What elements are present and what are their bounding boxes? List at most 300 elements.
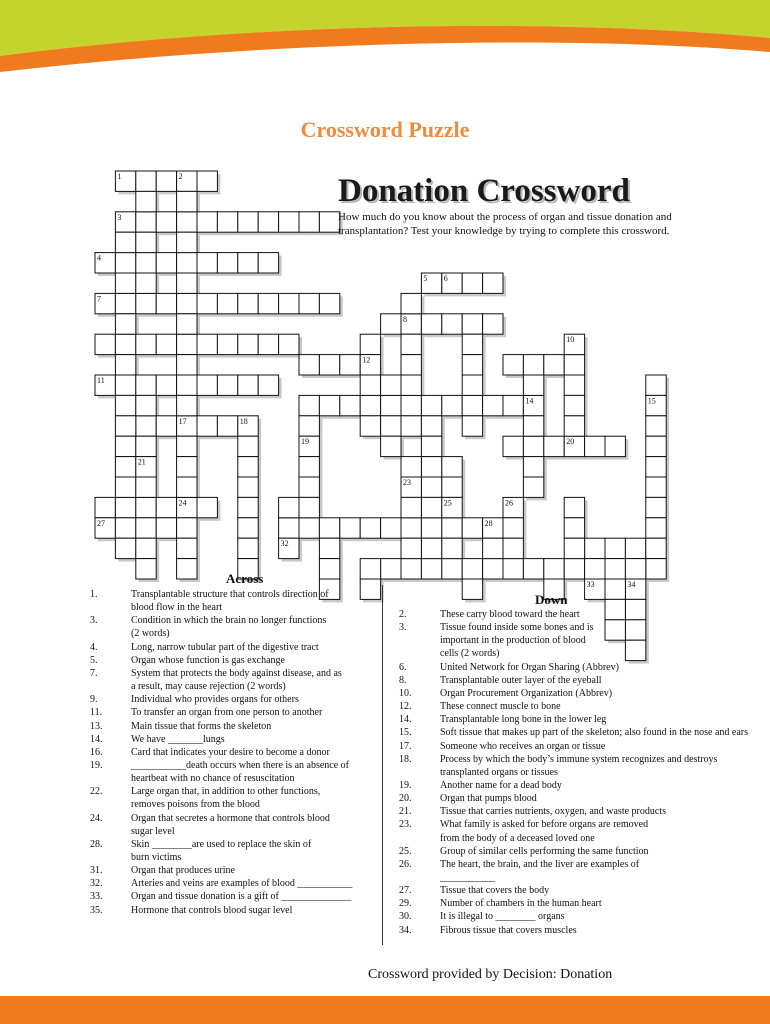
grid-cell[interactable] bbox=[564, 538, 584, 558]
grid-cell[interactable] bbox=[646, 436, 666, 456]
grid-cell[interactable] bbox=[177, 253, 197, 273]
clue-number: 12. bbox=[399, 701, 412, 713]
grid-number: 2 bbox=[178, 172, 183, 181]
across-heading: Across bbox=[226, 571, 264, 586]
grid-cell[interactable] bbox=[319, 538, 339, 558]
grid-cell[interactable] bbox=[115, 477, 135, 497]
grid-cell[interactable] bbox=[381, 314, 401, 334]
grid-cell[interactable] bbox=[177, 559, 197, 579]
grid-cell[interactable] bbox=[605, 559, 625, 579]
grid-cell[interactable] bbox=[605, 436, 625, 456]
grid-cell[interactable] bbox=[544, 355, 564, 375]
grid-cell[interactable] bbox=[238, 538, 258, 558]
grid-cell[interactable] bbox=[646, 518, 666, 538]
grid-cell[interactable] bbox=[177, 334, 197, 354]
grid-cell[interactable] bbox=[177, 273, 197, 293]
intro-line-1: How much do you know about the process of organ and tissue donation and bbox=[338, 211, 672, 223]
grid-cell[interactable] bbox=[585, 436, 605, 456]
grid-cell[interactable] bbox=[421, 314, 441, 334]
grid-cell[interactable] bbox=[177, 355, 197, 375]
grid-cell[interactable] bbox=[340, 355, 360, 375]
grid-cell[interactable] bbox=[115, 273, 135, 293]
clue-text: Condition in which the brain no longer functions bbox=[131, 615, 327, 627]
grid-cell[interactable] bbox=[564, 355, 584, 375]
grid-cell[interactable] bbox=[156, 416, 176, 436]
grid-cell[interactable] bbox=[421, 518, 441, 538]
grid-cell[interactable] bbox=[401, 518, 421, 538]
grid-cell[interactable] bbox=[483, 559, 503, 579]
grid-cell[interactable] bbox=[483, 273, 503, 293]
grid-cell[interactable] bbox=[136, 375, 156, 395]
clue-number: 10. bbox=[399, 687, 412, 699]
grid-cell[interactable] bbox=[381, 518, 401, 538]
grid-cell[interactable] bbox=[605, 579, 625, 599]
clue-number: 17. bbox=[399, 740, 412, 752]
grid-cell[interactable] bbox=[156, 253, 176, 273]
grid-cell[interactable] bbox=[564, 416, 584, 436]
grid-cell[interactable] bbox=[197, 375, 217, 395]
clue-text: Individual who provides organs for others bbox=[131, 694, 299, 706]
grid-cell[interactable] bbox=[136, 395, 156, 415]
grid-cell[interactable] bbox=[197, 416, 217, 436]
clue-text: Tissue that carries nutrients, oxygen, and waste products bbox=[440, 806, 666, 818]
grid-cell[interactable] bbox=[177, 293, 197, 313]
grid-cell[interactable] bbox=[442, 457, 462, 477]
grid-number: 25 bbox=[443, 498, 452, 508]
clue-text: Hormone that controls blood sugar level bbox=[131, 904, 293, 916]
grid-cell[interactable] bbox=[319, 518, 339, 538]
grid-cell[interactable] bbox=[401, 559, 421, 579]
grid-cell[interactable] bbox=[177, 212, 197, 232]
grid-cell[interactable] bbox=[401, 293, 421, 313]
grid-cell[interactable] bbox=[299, 212, 319, 232]
grid-cell[interactable] bbox=[544, 559, 564, 579]
grid-cell[interactable] bbox=[381, 375, 401, 395]
grid-cell[interactable] bbox=[646, 416, 666, 436]
grid-cell[interactable] bbox=[523, 457, 543, 477]
grid-cell[interactable] bbox=[564, 395, 584, 415]
grid-cell[interactable] bbox=[503, 436, 523, 456]
clue-number: 4. bbox=[90, 641, 98, 653]
grid-cell[interactable] bbox=[523, 477, 543, 497]
grid-cell[interactable] bbox=[360, 395, 380, 415]
grid-number: 26 bbox=[505, 498, 513, 508]
clue-text: Card that indicates your desire to become a donor bbox=[131, 746, 330, 758]
grid-cell[interactable] bbox=[136, 273, 156, 293]
grid-cell[interactable] bbox=[279, 334, 299, 354]
grid-cell[interactable] bbox=[646, 457, 666, 477]
clue-text: from the body of a deceased loved one bbox=[440, 832, 595, 844]
clue-number: 5. bbox=[90, 654, 98, 666]
grid-cell[interactable] bbox=[177, 314, 197, 334]
grid-cell[interactable] bbox=[401, 395, 421, 415]
grid-cell[interactable] bbox=[136, 497, 156, 517]
clue-number: 11. bbox=[90, 707, 103, 719]
grid-cell[interactable] bbox=[625, 640, 645, 660]
grid-cell[interactable] bbox=[217, 375, 237, 395]
grid-number: 12 bbox=[362, 355, 371, 365]
clue-text: Organ and tissue donation is a gift of ______________ bbox=[131, 891, 352, 903]
grid-cell[interactable] bbox=[503, 559, 523, 579]
grid-cell[interactable] bbox=[523, 375, 543, 395]
grid-cell[interactable] bbox=[258, 375, 278, 395]
grid-cell[interactable] bbox=[462, 579, 482, 599]
grid-cell[interactable] bbox=[197, 293, 217, 313]
grid-cell[interactable] bbox=[279, 293, 299, 313]
grid-cell[interactable] bbox=[115, 314, 135, 334]
grid-cell[interactable] bbox=[625, 559, 645, 579]
clue-number: 31. bbox=[90, 865, 103, 877]
grid-cell[interactable] bbox=[401, 416, 421, 436]
grid-cell[interactable] bbox=[503, 538, 523, 558]
grid-cell[interactable] bbox=[115, 334, 135, 354]
grid-number: 1 bbox=[117, 172, 122, 181]
grid-cell[interactable] bbox=[177, 538, 197, 558]
grid-cell[interactable] bbox=[136, 436, 156, 456]
grid-number: 6 bbox=[443, 274, 448, 283]
clue-text: Someone who receives an organ or tissue bbox=[440, 740, 606, 752]
grid-cell[interactable] bbox=[442, 314, 462, 334]
grid-cell[interactable] bbox=[197, 253, 217, 273]
grid-cell[interactable] bbox=[360, 559, 380, 579]
clue-number: 23. bbox=[399, 819, 412, 831]
grid-cell[interactable] bbox=[544, 436, 564, 456]
grid-cell[interactable] bbox=[238, 293, 258, 313]
grid-cell[interactable] bbox=[238, 518, 258, 538]
clue-text: ___________ bbox=[440, 872, 495, 883]
grid-number: 15 bbox=[647, 396, 656, 406]
grid-cell[interactable] bbox=[299, 457, 319, 477]
grid-number: 4 bbox=[97, 253, 101, 263]
grid-cell[interactable] bbox=[217, 334, 237, 354]
grid-cell[interactable] bbox=[95, 334, 115, 354]
clue-number: 6. bbox=[399, 661, 407, 673]
grid-cell[interactable] bbox=[156, 518, 176, 538]
grid-cell[interactable] bbox=[299, 355, 319, 375]
grid-cell[interactable] bbox=[136, 191, 156, 211]
grid-cell[interactable] bbox=[299, 416, 319, 436]
clue-text: These connect muscle to bone bbox=[440, 701, 561, 713]
grid-cell[interactable] bbox=[115, 518, 135, 538]
grid-cell[interactable] bbox=[421, 477, 441, 497]
grid-cell[interactable] bbox=[238, 375, 258, 395]
clue-number: 7. bbox=[90, 667, 98, 679]
grid-cell[interactable] bbox=[136, 232, 156, 252]
grid-cell[interactable] bbox=[136, 334, 156, 354]
grid-number: 8 bbox=[403, 314, 407, 324]
footer-credit: Crossword provided by Decision: Donation bbox=[368, 967, 613, 982]
clue-text: Long, narrow tubular part of the digestive tract bbox=[131, 641, 319, 653]
clue-text: removes poisons from the blood bbox=[131, 799, 260, 811]
grid-cell[interactable] bbox=[421, 497, 441, 517]
clue-number: 14. bbox=[399, 714, 412, 726]
grid-cell[interactable] bbox=[258, 293, 278, 313]
grid-cell[interactable] bbox=[625, 538, 645, 558]
grid-cell[interactable] bbox=[442, 538, 462, 558]
grid-cell[interactable] bbox=[564, 497, 584, 517]
grid-cell[interactable] bbox=[238, 457, 258, 477]
grid-cell[interactable] bbox=[462, 375, 482, 395]
grid-cell[interactable] bbox=[483, 314, 503, 334]
grid-cell[interactable] bbox=[503, 395, 523, 415]
grid-cell[interactable] bbox=[625, 599, 645, 619]
clue-text: sugar level bbox=[131, 825, 175, 837]
clue-text: heartbeat with no chance of resuscitation bbox=[131, 773, 295, 785]
grid-cell[interactable] bbox=[503, 518, 523, 538]
puzzle-intro bbox=[338, 210, 718, 238]
grid-cell[interactable] bbox=[340, 395, 360, 415]
grid-cell[interactable] bbox=[462, 355, 482, 375]
grid-cell[interactable] bbox=[585, 538, 605, 558]
grid-cell[interactable] bbox=[136, 416, 156, 436]
grid-number: 21 bbox=[137, 457, 146, 467]
grid-cell[interactable] bbox=[238, 253, 258, 273]
grid-cell[interactable] bbox=[564, 375, 584, 395]
grid-cell[interactable] bbox=[136, 212, 156, 232]
clue-number: 2. bbox=[399, 609, 407, 620]
grid-cell[interactable] bbox=[115, 375, 135, 395]
grid-number: 34 bbox=[627, 580, 636, 589]
clue-number: 34. bbox=[399, 924, 412, 936]
grid-cell[interactable] bbox=[421, 395, 441, 415]
grid-cell[interactable] bbox=[462, 416, 482, 436]
grid-cell[interactable] bbox=[115, 457, 135, 477]
grid-cell[interactable] bbox=[136, 477, 156, 497]
grid-cell[interactable] bbox=[299, 395, 319, 415]
clue-number: 28. bbox=[90, 838, 103, 850]
grid-cell[interactable] bbox=[238, 212, 258, 232]
clue-number: 13. bbox=[90, 720, 103, 732]
grid-cell[interactable] bbox=[217, 212, 237, 232]
grid-cell[interactable] bbox=[238, 334, 258, 354]
grid-cell[interactable] bbox=[381, 395, 401, 415]
grid-cell[interactable] bbox=[483, 538, 503, 558]
grid-cell[interactable] bbox=[217, 416, 237, 436]
clue-text: Organ whose function is gas exchange bbox=[131, 654, 285, 666]
grid-cell[interactable] bbox=[258, 334, 278, 354]
clue-text: Skin ________are used to replace the skin of bbox=[131, 838, 312, 850]
grid-cell[interactable] bbox=[258, 253, 278, 273]
clue-number: 3. bbox=[90, 615, 98, 627]
grid-cell[interactable] bbox=[625, 620, 645, 640]
grid-cell[interactable] bbox=[177, 232, 197, 252]
grid-cell[interactable] bbox=[421, 416, 441, 436]
clue-text: Another name for a dead body bbox=[440, 779, 562, 791]
grid-cell[interactable] bbox=[319, 395, 339, 415]
grid-cell[interactable] bbox=[360, 518, 380, 538]
grid-cell[interactable] bbox=[381, 416, 401, 436]
grid-cell[interactable] bbox=[646, 375, 666, 395]
grid-cell[interactable] bbox=[136, 171, 156, 191]
grid-cell[interactable] bbox=[605, 620, 625, 640]
clue-text: Number of chambers in the human heart bbox=[440, 898, 602, 910]
grid-cell[interactable] bbox=[299, 293, 319, 313]
grid-cell[interactable] bbox=[360, 579, 380, 599]
grid-cell[interactable] bbox=[360, 416, 380, 436]
grid-cell[interactable] bbox=[156, 375, 176, 395]
grid-cell[interactable] bbox=[442, 559, 462, 579]
clue-text: Tissue found inside some bones and is bbox=[440, 622, 594, 634]
grid-cell[interactable] bbox=[381, 559, 401, 579]
grid-cell[interactable] bbox=[605, 538, 625, 558]
grid-cell[interactable] bbox=[360, 375, 380, 395]
grid-cell[interactable] bbox=[279, 212, 299, 232]
grid-cell[interactable] bbox=[503, 355, 523, 375]
clue-text: Transplantable structure that controls direction of bbox=[131, 589, 329, 600]
grid-number: 3 bbox=[117, 212, 122, 222]
clue-number: 9. bbox=[90, 694, 98, 706]
grid-cell[interactable] bbox=[217, 253, 237, 273]
grid-cell[interactable] bbox=[136, 253, 156, 273]
grid-cell[interactable] bbox=[646, 559, 666, 579]
grid-cell[interactable] bbox=[115, 253, 135, 273]
grid-number: 17 bbox=[178, 416, 187, 426]
grid-number: 19 bbox=[301, 437, 309, 447]
grid-cell[interactable] bbox=[115, 436, 135, 456]
clue-number: 35. bbox=[90, 904, 103, 916]
clue-number: 22. bbox=[90, 786, 103, 798]
grid-cell[interactable] bbox=[197, 334, 217, 354]
grid-cell[interactable] bbox=[238, 497, 258, 517]
grid-cell[interactable] bbox=[177, 191, 197, 211]
grid-cell[interactable] bbox=[401, 457, 421, 477]
grid-cell[interactable] bbox=[279, 497, 299, 517]
grid-cell[interactable] bbox=[177, 375, 197, 395]
clue-text: burn victims bbox=[131, 852, 182, 863]
grid-cell[interactable] bbox=[197, 212, 217, 232]
grid-cell[interactable] bbox=[462, 314, 482, 334]
grid-number: 32 bbox=[280, 539, 289, 549]
puzzle-title: Donation Crossword bbox=[338, 173, 630, 209]
clue-number: 1. bbox=[90, 589, 98, 600]
intro-line-2: transplantation? Test your knowledge by trying to complete this crossword. bbox=[338, 225, 670, 237]
grid-cell[interactable] bbox=[462, 395, 482, 415]
grid-cell[interactable] bbox=[646, 538, 666, 558]
clue-number: 25. bbox=[399, 845, 412, 857]
grid-cell[interactable] bbox=[177, 477, 197, 497]
grid-cell[interactable] bbox=[421, 538, 441, 558]
grid-cell[interactable] bbox=[136, 293, 156, 313]
clue-number: 15. bbox=[399, 727, 412, 739]
grid-cell[interactable] bbox=[442, 395, 462, 415]
grid-cell[interactable] bbox=[156, 497, 176, 517]
grid-cell[interactable] bbox=[401, 355, 421, 375]
grid-cell[interactable] bbox=[136, 538, 156, 558]
grid-cell[interactable] bbox=[585, 559, 605, 579]
grid-cell[interactable] bbox=[319, 212, 339, 232]
grid-cell[interactable] bbox=[238, 436, 258, 456]
grid-cell[interactable] bbox=[136, 518, 156, 538]
clue-number: 14. bbox=[90, 733, 103, 745]
clue-text: Fibrous tissue that covers muscles bbox=[440, 924, 577, 936]
clue-number: 26. bbox=[399, 858, 412, 870]
grid-number: 14 bbox=[525, 396, 534, 406]
grid-cell[interactable] bbox=[177, 395, 197, 415]
clue-text: These carry blood toward the heart bbox=[440, 609, 580, 620]
grid-cell[interactable] bbox=[115, 538, 135, 558]
grid-cell[interactable] bbox=[523, 559, 543, 579]
grid-cell[interactable] bbox=[421, 436, 441, 456]
clue-number: 27. bbox=[399, 885, 412, 897]
clue-text: Arteries and veins are examples of blood ___________ bbox=[131, 878, 353, 890]
grid-cell[interactable] bbox=[197, 497, 217, 517]
clue-text: Transplantable long bone in the lower leg bbox=[440, 714, 607, 726]
grid-cell[interactable] bbox=[299, 518, 319, 538]
grid-cell[interactable] bbox=[156, 334, 176, 354]
grid-cell[interactable] bbox=[156, 212, 176, 232]
grid-cell[interactable] bbox=[156, 293, 176, 313]
grid-cell[interactable] bbox=[115, 395, 135, 415]
grid-cell[interactable] bbox=[115, 355, 135, 375]
clue-text: Group of similar cells performing the same function bbox=[440, 845, 649, 857]
grid-cell[interactable] bbox=[401, 538, 421, 558]
grid-cell[interactable] bbox=[360, 334, 380, 354]
grid-cell[interactable] bbox=[177, 436, 197, 456]
grid-cell[interactable] bbox=[279, 518, 299, 538]
grid-cell[interactable] bbox=[401, 497, 421, 517]
grid-cell[interactable] bbox=[319, 559, 339, 579]
grid-cell[interactable] bbox=[442, 518, 462, 538]
grid-cell[interactable] bbox=[115, 497, 135, 517]
grid-cell[interactable] bbox=[401, 334, 421, 354]
clue-text: Process by which the body’s immune system recognizes and destroys bbox=[440, 753, 718, 765]
clue-text: Soft tissue that makes up part of the skeleton; also found in the nose and ears bbox=[440, 727, 748, 739]
grid-cell[interactable] bbox=[136, 559, 156, 579]
grid-cell[interactable] bbox=[462, 273, 482, 293]
grid-cell[interactable] bbox=[238, 477, 258, 497]
clue-number: 3. bbox=[399, 622, 407, 634]
grid-cell[interactable] bbox=[462, 518, 482, 538]
grid-cell[interactable] bbox=[340, 518, 360, 538]
grid-cell[interactable] bbox=[156, 171, 176, 191]
grid-cell[interactable] bbox=[462, 559, 482, 579]
clue-number: 20. bbox=[399, 793, 412, 805]
grid-cell[interactable] bbox=[115, 232, 135, 252]
grid-cell[interactable] bbox=[523, 436, 543, 456]
grid-cell[interactable] bbox=[442, 477, 462, 497]
grid-cell[interactable] bbox=[177, 457, 197, 477]
grid-cell[interactable] bbox=[421, 457, 441, 477]
grid-cell[interactable] bbox=[115, 416, 135, 436]
grid-cell[interactable] bbox=[299, 477, 319, 497]
page-kicker: Crossword Puzzle bbox=[300, 117, 470, 142]
grid-cell[interactable] bbox=[462, 334, 482, 354]
grid-cell[interactable] bbox=[177, 518, 197, 538]
grid-cell[interactable] bbox=[197, 171, 217, 191]
grid-cell[interactable] bbox=[319, 293, 339, 313]
grid-cell[interactable] bbox=[483, 395, 503, 415]
grid-cell[interactable] bbox=[605, 599, 625, 619]
grid-cell[interactable] bbox=[564, 518, 584, 538]
grid-cell[interactable] bbox=[217, 293, 237, 313]
grid-cell[interactable] bbox=[381, 436, 401, 456]
grid-cell[interactable] bbox=[646, 497, 666, 517]
grid-cell[interactable] bbox=[646, 477, 666, 497]
grid-cell[interactable] bbox=[299, 497, 319, 517]
clue-text: Organ that pumps blood bbox=[440, 793, 537, 805]
grid-cell[interactable] bbox=[115, 293, 135, 313]
grid-cell[interactable] bbox=[258, 212, 278, 232]
grid-cell[interactable] bbox=[523, 355, 543, 375]
grid-cell[interactable] bbox=[95, 497, 115, 517]
grid-cell[interactable] bbox=[401, 375, 421, 395]
grid-cell[interactable] bbox=[564, 559, 584, 579]
clue-number: 21. bbox=[399, 806, 412, 818]
grid-cell[interactable] bbox=[319, 355, 339, 375]
grid-cell[interactable] bbox=[421, 559, 441, 579]
clue-text: important in the production of blood bbox=[440, 635, 586, 647]
grid-cell[interactable] bbox=[523, 416, 543, 436]
